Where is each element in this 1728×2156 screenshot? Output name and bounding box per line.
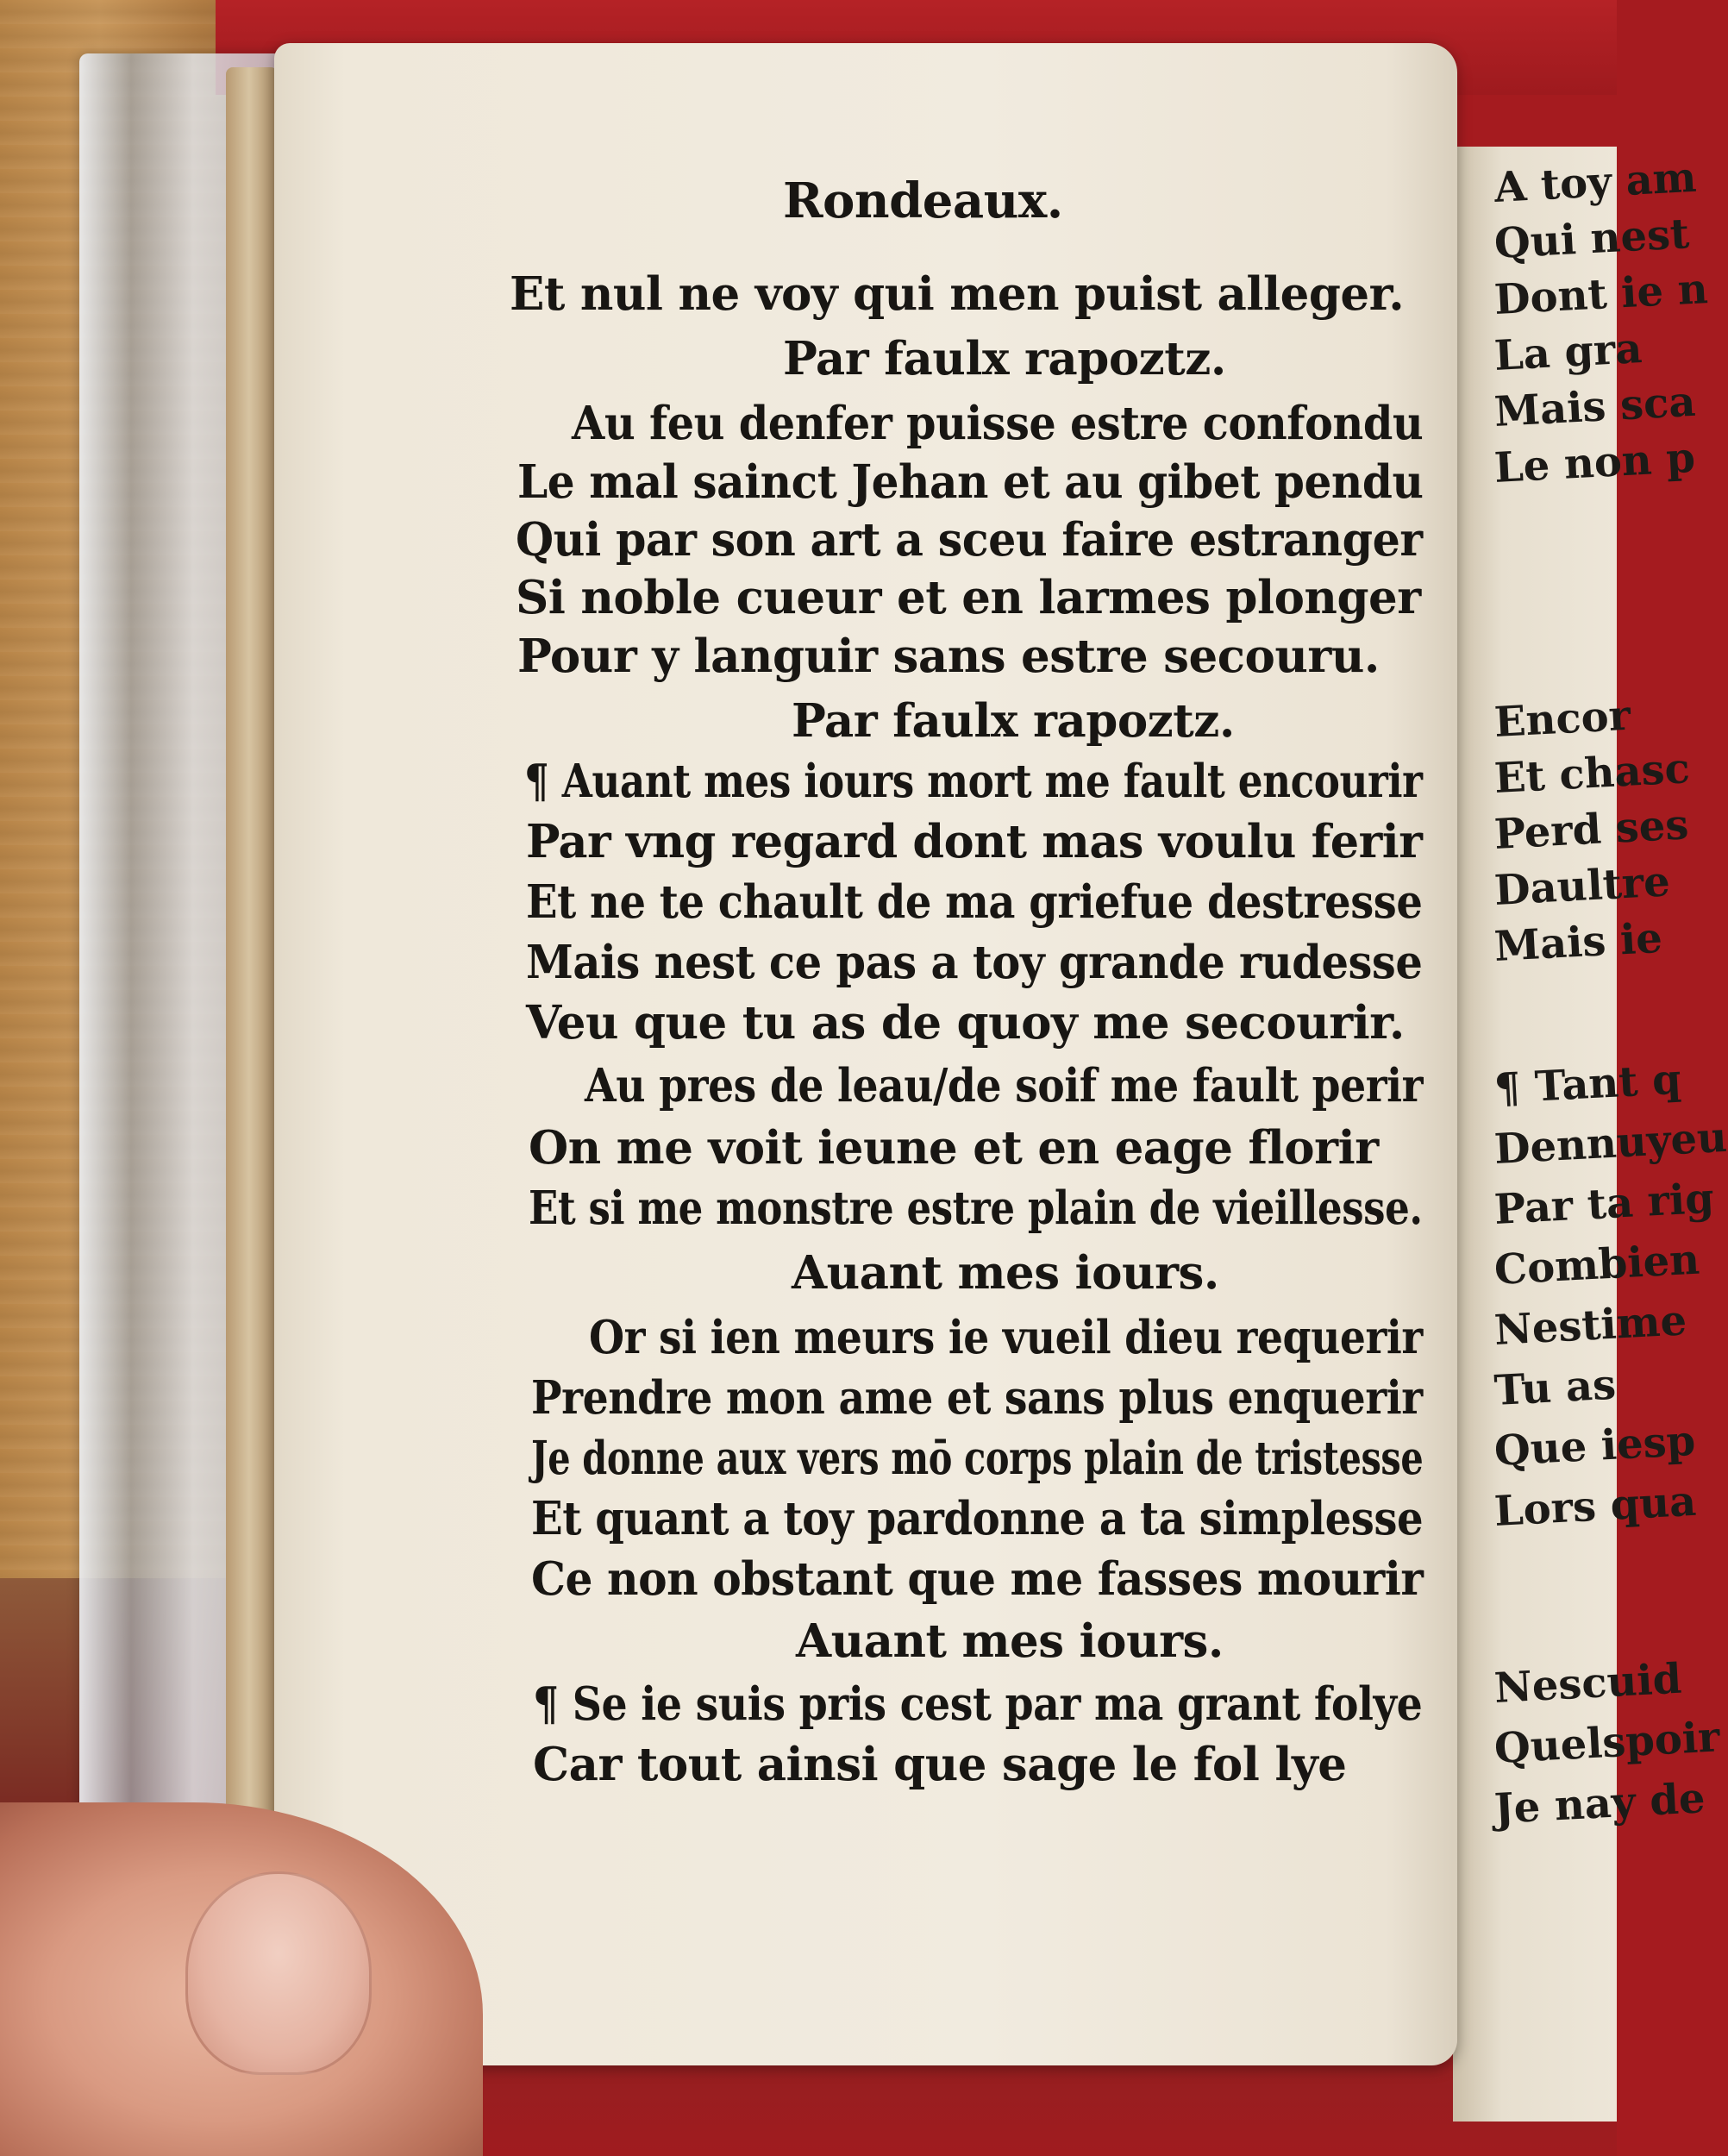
thumbnail-nail <box>185 1871 372 2075</box>
verse-line: Ce non obstant que me fasses mourir <box>531 1552 1424 1606</box>
verse-line: Par faulx rapoztz. <box>792 694 1235 748</box>
facing-line: Je nay de <box>1493 1774 1706 1833</box>
facing-line: Daultre <box>1493 857 1672 915</box>
facing-line: Qui nest <box>1493 210 1691 268</box>
facing-line: Par ta rig <box>1493 1174 1716 1234</box>
facing-page <box>1453 147 1728 2122</box>
facing-line: Nescuid <box>1493 1654 1683 1713</box>
verse-line: Or si ien meurs ie vueil dieu requerir <box>589 1311 1423 1364</box>
verse-line: Je donne aux vers mō corps plain de tristesse <box>531 1432 1424 1485</box>
facing-line: A toy am <box>1493 153 1698 212</box>
verse-line: Au feu denfer puisse estre confondu <box>572 397 1424 450</box>
text-block <box>274 43 1457 2065</box>
facing-line: Tu as <box>1493 1360 1618 1415</box>
verse-line: Qui par son art a sceu faire estranger <box>516 513 1423 567</box>
verse-line: ¶ Se ie suis pris cest par ma grant folye <box>533 1677 1423 1731</box>
verse-line: Veu que tu as de quoy me secourir. <box>526 996 1405 1050</box>
verse-line: Auant mes iours. <box>796 1614 1224 1668</box>
verse-line: Mais nest ce pas a toy grande rudesse <box>526 936 1423 989</box>
facing-line: Lors qua <box>1493 1476 1698 1536</box>
facing-line: Dennuyeu <box>1493 1112 1728 1174</box>
verse-line: Car tout ainsi que sage le fol lye <box>533 1738 1347 1791</box>
verse-line: Prendre mon ame et sans plus enquerir <box>531 1371 1423 1425</box>
facing-line: Encor <box>1493 691 1632 747</box>
verse-line: Au pres de leau/de soif me fault perir <box>585 1059 1424 1112</box>
verse-line: Et ne te chault de ma griefue destresse <box>526 875 1423 929</box>
facing-line: Perd ses <box>1493 800 1690 859</box>
verse-line: Le mal sainct Jehan et au gibet pendu <box>517 455 1424 509</box>
facing-line: Que iesp <box>1493 1416 1697 1476</box>
verse-line: ¶ Auant mes iours mort me fault encourir <box>524 755 1423 808</box>
verse-line: Auant mes iours. <box>792 1246 1219 1300</box>
facing-line: Quelspoir <box>1493 1713 1721 1773</box>
facing-line: ¶ Tant q <box>1493 1055 1682 1113</box>
verse-line: Par faulx rapoztz. <box>783 332 1226 385</box>
facing-line: Et chasc <box>1493 744 1692 803</box>
verse-line: Par vng regard dont mas voulu ferir <box>526 815 1423 868</box>
facing-line: Mais sca <box>1493 377 1697 436</box>
facing-line: Mais ie <box>1493 913 1664 971</box>
verse-line: Et nul ne voy qui men puist alleger. <box>510 267 1405 321</box>
facing-line: Combien <box>1493 1235 1701 1294</box>
verse-line: Et quant a toy pardonne a ta simplesse <box>531 1492 1424 1545</box>
verse-line: Et si me monstre estre plain de vieillesse. <box>529 1181 1423 1235</box>
verse-line: On me voit ieune et en eage florir <box>529 1121 1379 1175</box>
verse-line: Pour y languir sans estre secouru. <box>517 630 1380 683</box>
facing-line: La gra <box>1493 324 1643 380</box>
page-title: Rondeaux. <box>783 172 1063 229</box>
facing-line: Nestime <box>1493 1296 1688 1355</box>
verse-line: Si noble cueur et en larmes plonger <box>516 571 1421 624</box>
facing-line: Le non p <box>1493 433 1697 492</box>
book-page <box>274 43 1457 2065</box>
book-spine <box>226 67 278 1870</box>
facing-line: Dont ie n <box>1493 265 1709 324</box>
